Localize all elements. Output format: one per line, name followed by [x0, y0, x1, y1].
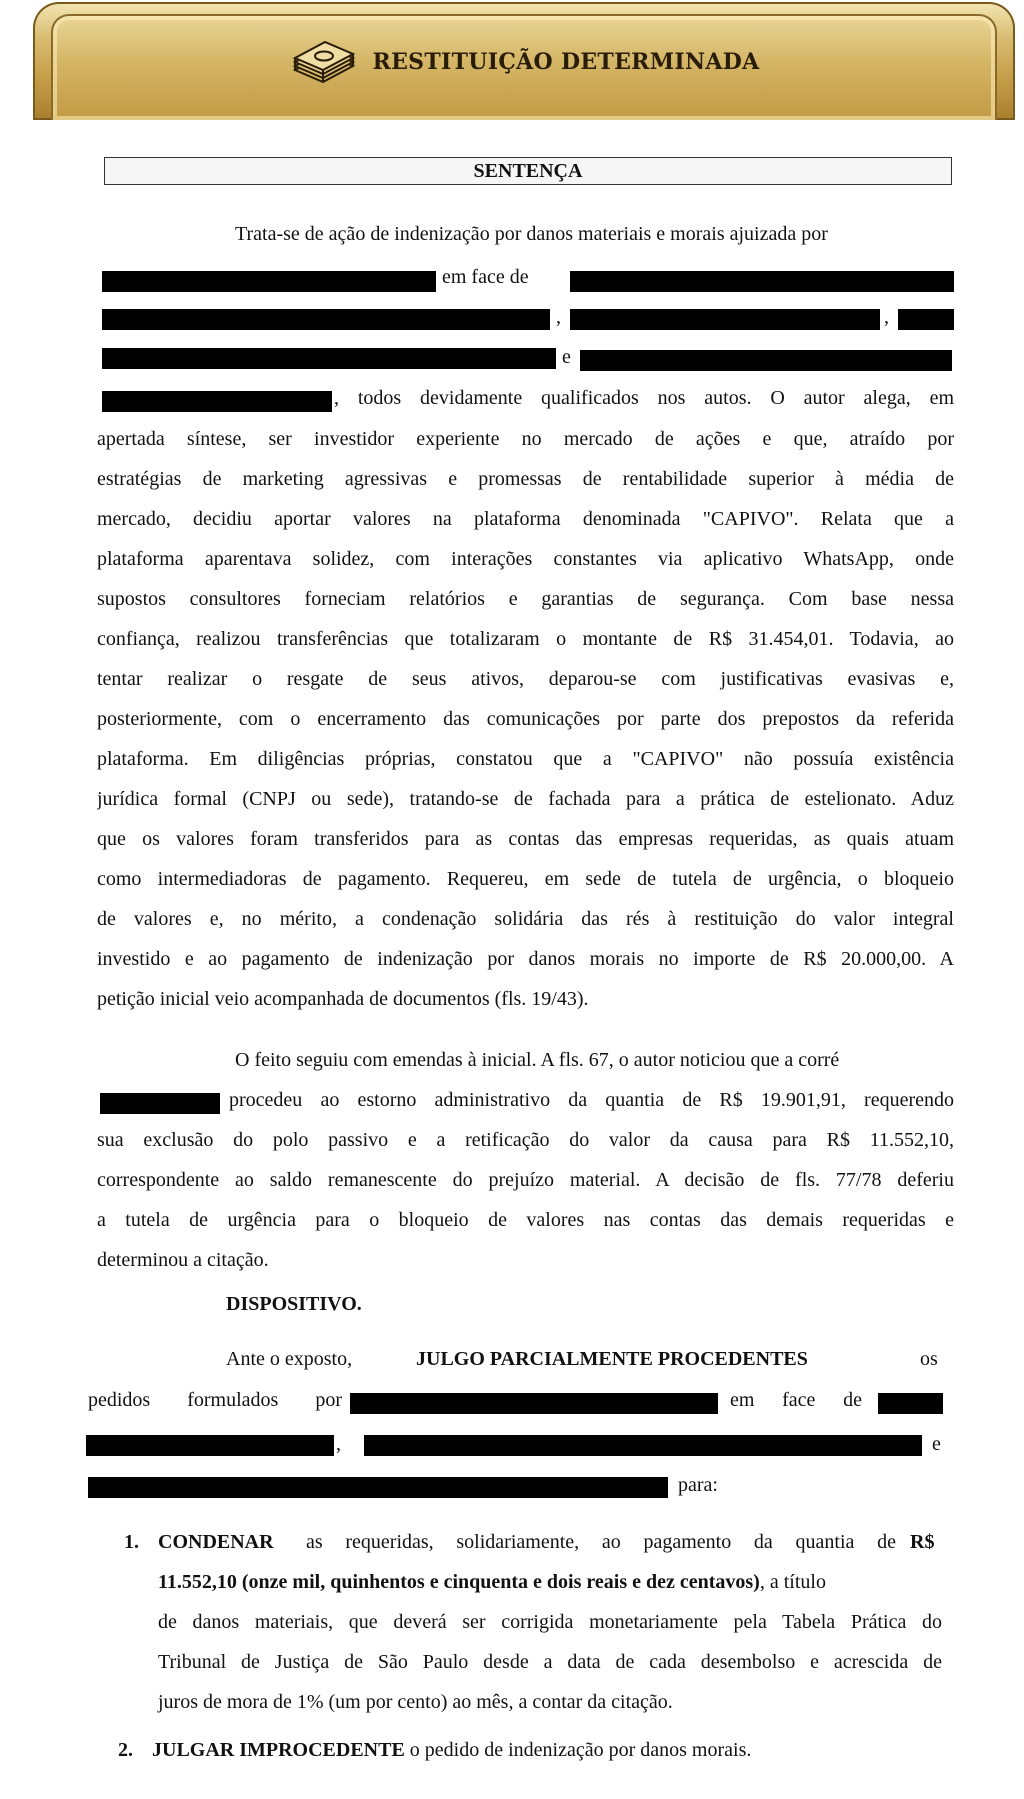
p1-line-20: petição inicial veio acompanhada de documentos (fls. 19/43). — [97, 988, 589, 1010]
redacted-name — [570, 271, 954, 292]
p2-line-1: O feito seguiu com emendas à inicial. A fls. 67, o autor noticiou que a corré — [235, 1049, 840, 1071]
p1-line-18: de valores e, no mérito, a condenação solidária das rés à restituição do valor integral — [97, 908, 954, 930]
redacted-name — [102, 348, 556, 369]
redacted-name — [86, 1435, 334, 1456]
item-1-line-4: Tribunal de Justiça de São Paulo desde a data de cada desembolso e acrescida de — [158, 1651, 942, 1673]
p2-line-4: correspondente ao saldo remanescente do prejuízo material. A decisão de fls. 77/78 deferiu — [97, 1169, 954, 1191]
sentence-heading: SENTENÇA — [104, 157, 952, 185]
redacted-name — [102, 271, 436, 292]
conjunction-e: e — [932, 1433, 941, 1455]
p1-line-16: que os valores foram transferidos para as contas das empresas requeridas, as quais atuam — [97, 828, 954, 850]
redacted-name — [878, 1393, 943, 1414]
p1-line-9: plataforma aparentava solidez, com interações constantes via aplicativo WhatsApp, onde — [97, 548, 954, 570]
p1-line-12: tentar realizar o resgate de seus ativos, deparou-se com justificativas evasivas e, — [97, 668, 954, 690]
comma: , — [336, 1433, 341, 1455]
p1-line-11: confiança, realizou transferências que totalizaram o montante de R$ 31.454,01. Todavia, ao — [97, 628, 954, 650]
redacted-name — [88, 1477, 668, 1498]
header-banner — [33, 2, 1015, 120]
p3-line-4: para: — [678, 1474, 718, 1496]
p3-line-1-c: os — [920, 1348, 938, 1370]
banner-title: RESTITUIÇÃO DETERMINADA — [372, 49, 760, 75]
p1-line-17: como intermediadoras de pagamento. Requereu, em sede de tutela de urgência, o bloqueio — [97, 868, 954, 890]
p1-line-10: supostos consultores forneciam relatórios e garantias de segurança. Com base nessa — [97, 588, 954, 610]
redacted-name — [100, 1093, 220, 1114]
conjunction-e: e — [562, 346, 571, 368]
p3-line-2-b: em face de — [730, 1389, 862, 1411]
redacted-name — [580, 350, 952, 371]
redacted-name — [898, 309, 954, 330]
p1-line-15: jurídica formal (CNPJ ou sede), tratando-se de fachada para a prática de estelionato. Aduz — [97, 788, 954, 810]
p2-line-3: sua exclusão do polo passivo e a retificação do valor da causa para R$ 11.552,10, — [97, 1129, 954, 1151]
item-1-line-1-c: R$ — [910, 1531, 935, 1553]
p1-line-2-text: em face de — [442, 266, 529, 288]
item-1-line-1-b: as requeridas, solidariamente, ao pagamento da quantia de — [306, 1531, 896, 1553]
p2-line-2: procedeu ao estorno administrativo da quantia de R$ 19.901,91, requerendo — [229, 1089, 954, 1111]
dispositivo-heading: DISPOSITIVO. — [226, 1293, 362, 1315]
p3-line-1-a: Ante o exposto, — [226, 1348, 353, 1370]
p1-line-14: plataforma. Em diligências próprias, constatou que a "CAPIVO" não possuía existência — [97, 748, 954, 770]
redacted-name — [350, 1393, 718, 1414]
redacted-name — [102, 309, 550, 330]
redacted-name — [102, 391, 332, 412]
p1-line-8: mercado, decidiu aportar valores na plataforma denominada "CAPIVO". Relata que a — [97, 508, 954, 530]
redacted-name — [570, 309, 880, 330]
p3-line-1-b: JULGO PARCIALMENTE PROCEDENTES — [416, 1348, 808, 1370]
p1-line-6: apertada síntese, ser investidor experiente no mercado de ações e que, atraído por — [97, 428, 954, 450]
p3-line-2-a: pedidos formulados por — [88, 1389, 342, 1411]
item-1-line-5: juros de mora de 1% (um por cento) ao mês, a contar da citação. — [158, 1691, 673, 1713]
p1-line-1: Trata-se de ação de indenização por danos materiais e morais ajuizada por — [235, 223, 828, 245]
item-2-line-1: JULGAR IMPROCEDENTE o pedido de indenização por danos morais. — [152, 1739, 752, 1761]
item-1-line-2: 11.552,10 (onze mil, quinhentos e cinquenta e dois reais e dez centavos), a título — [158, 1571, 826, 1593]
item-2-number: 2. — [118, 1739, 133, 1761]
item-1-number: 1. — [124, 1531, 139, 1553]
comma: , — [884, 306, 889, 328]
redacted-name — [364, 1435, 922, 1456]
comma: , — [556, 306, 561, 328]
p2-line-5: a tutela de urgência para o bloqueio de valores nas contas das demais requeridas e — [97, 1209, 954, 1231]
item-1-line-3: de danos materiais, que deverá ser corrigida monetariamente pela Tabela Prática do — [158, 1611, 942, 1633]
p1-line-19: investido e ao pagamento de indenização por danos morais no importe de R$ 20.000,00. A — [97, 948, 954, 970]
p2-line-6: determinou a citação. — [97, 1249, 269, 1271]
p1-line-5: , todos devidamente qualificados nos autos. O autor alega, em — [334, 387, 954, 409]
p1-line-7: estratégias de marketing agressivas e promessas de rentabilidade superior à média de — [97, 468, 954, 490]
banner-content — [33, 36, 1015, 88]
p1-line-13: posteriormente, com o encerramento das comunicações por parte dos prepostos da referida — [97, 708, 954, 730]
item-1-line-1-a: CONDENAR — [158, 1531, 274, 1553]
money-stack-icon — [289, 36, 359, 88]
